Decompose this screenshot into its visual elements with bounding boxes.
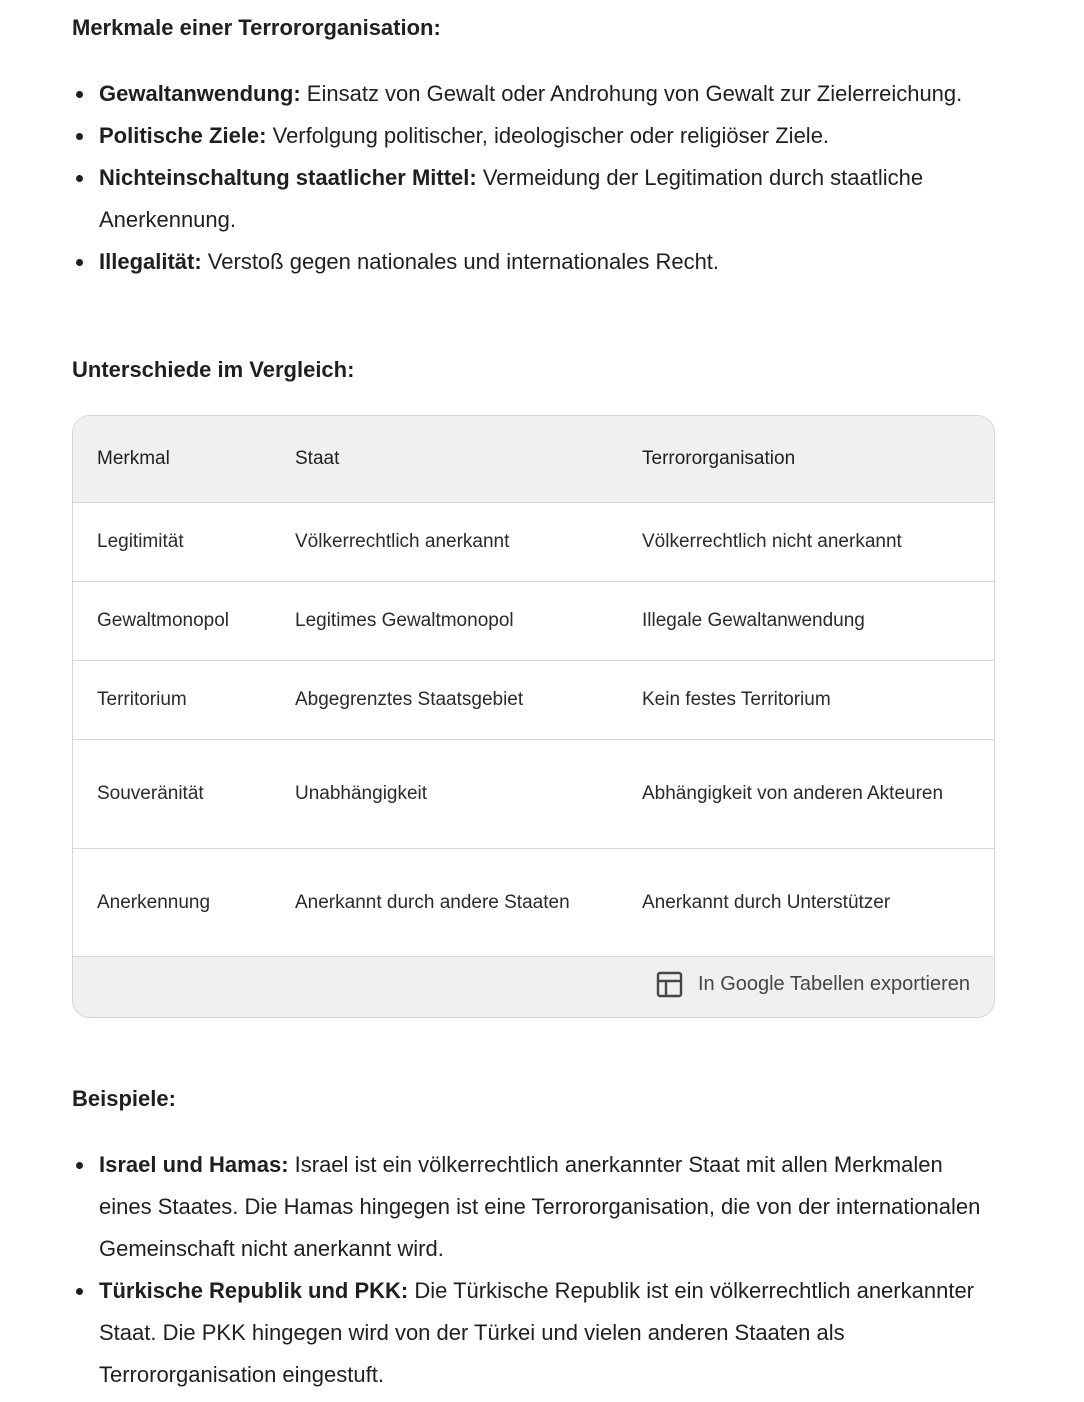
list-item-term: Politische Ziele: bbox=[99, 123, 267, 148]
list-item-text: Vermeidung der Legitimation durch staatliche Anerkennung. bbox=[99, 165, 924, 232]
section-heading-unterschiede: Unterschiede im Vergleich: bbox=[72, 357, 355, 382]
list-item bbox=[72, 115, 995, 157]
comparison-table-card bbox=[72, 415, 995, 1018]
table-cell: Anerkannt durch andere Staaten bbox=[271, 848, 618, 957]
table-cell: Abhängigkeit von anderen Akteuren bbox=[618, 739, 994, 848]
table-grid-icon bbox=[656, 971, 683, 998]
list-item-text: Verfolgung politischer, ideologischer oder religiöser Ziele. bbox=[266, 123, 830, 148]
comparison-table bbox=[73, 416, 994, 957]
table-header-cell: Terrororganisation bbox=[618, 416, 994, 502]
list-item-text: Verstoß gegen nationales und internationales Recht. bbox=[201, 249, 720, 274]
table-row bbox=[73, 660, 994, 739]
table-cell: Territorium bbox=[73, 660, 271, 739]
table-header-cell: Staat bbox=[271, 416, 618, 502]
list-item-term: Israel und Hamas: bbox=[99, 1152, 289, 1177]
list-item-term: Gewaltanwendung: bbox=[99, 81, 301, 106]
list-item bbox=[72, 241, 995, 283]
table-cell: Kein festes Territorium bbox=[618, 660, 994, 739]
table-cell: Illegale Gewaltanwendung bbox=[618, 581, 994, 660]
list-item-text: Einsatz von Gewalt oder Androhung von Gewalt zur Zielerreichung. bbox=[300, 81, 963, 106]
table-cell: Völkerrechtlich anerkannt bbox=[271, 502, 618, 581]
table-cell: Völkerrechtlich nicht anerkannt bbox=[618, 502, 994, 581]
list-item bbox=[72, 1270, 995, 1396]
export-to-sheets-label: In Google Tabellen exportieren bbox=[697, 973, 970, 995]
list-item-term: Nichteinschaltung staatlicher Mittel: bbox=[99, 165, 477, 190]
table-cell: Anerkannt durch Unterstützer bbox=[618, 848, 994, 957]
table-header-row bbox=[73, 416, 994, 502]
merkmale-list bbox=[72, 73, 995, 283]
table-cell: Anerkennung bbox=[73, 848, 271, 957]
table-row bbox=[73, 581, 994, 660]
table-cell: Legitimität bbox=[73, 502, 271, 581]
table-cell: Abgegrenztes Staatsgebiet bbox=[271, 660, 618, 739]
section-heading-beispiele: Beispiele: bbox=[72, 1086, 176, 1111]
beispiele-list bbox=[72, 1144, 995, 1396]
section-heading-merkmale: Merkmale einer Terrororganisation: bbox=[72, 15, 441, 40]
list-item-term: Türkische Republik und PKK: bbox=[99, 1278, 409, 1303]
table-row bbox=[73, 502, 994, 581]
list-item-text: Israel ist ein völkerrechtlich anerkannter Staat mit allen Merkmalen eines Staates. Die Hamas hingegen ist eine Terrororganisation, die von der internationalen Gemeinschaft nicht anerkannt wird. bbox=[99, 1152, 981, 1261]
table-cell: Souveränität bbox=[73, 739, 271, 848]
list-item bbox=[72, 73, 995, 115]
list-item-text: Die Türkische Republik ist ein völkerrechtlich anerkannter Staat. Die PKK hingegen wird von der Türkei und vielen anderen Staaten als Terrororganisation eingestuft. bbox=[99, 1278, 975, 1387]
export-to-sheets-button[interactable] bbox=[656, 971, 970, 998]
list-item-term: Illegalität: bbox=[99, 249, 202, 274]
list-item bbox=[72, 157, 995, 241]
table-cell: Gewaltmonopol bbox=[73, 581, 271, 660]
table-header-cell: Merkmal bbox=[73, 416, 271, 502]
table-cell: Unabhängigkeit bbox=[271, 739, 618, 848]
table-cell: Legitimes Gewaltmonopol bbox=[271, 581, 618, 660]
table-footer bbox=[73, 956, 994, 1018]
table-row bbox=[73, 739, 994, 848]
list-item bbox=[72, 1144, 995, 1270]
table-row bbox=[73, 848, 994, 957]
